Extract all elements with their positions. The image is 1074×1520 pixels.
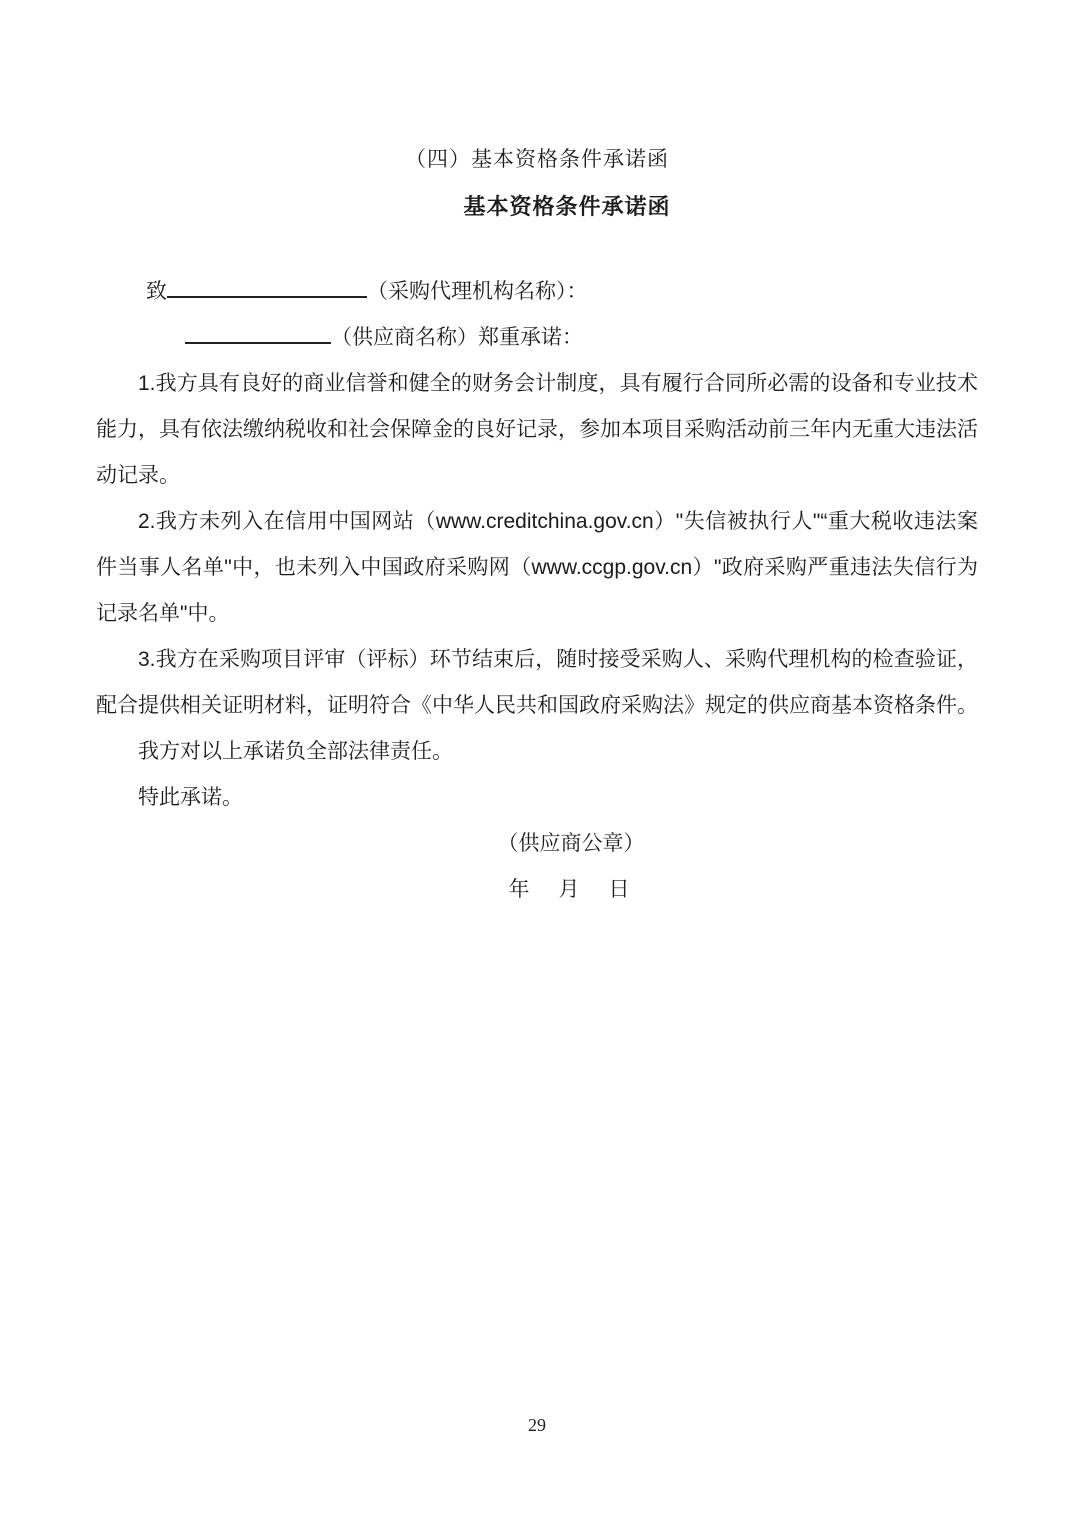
paragraph-commitment-1: 1.我方具有良好的商业信誉和健全的财务会计制度，具有履行合同所必需的设备和专业技术能力，具有依法缴纳税收和社会保障金的良好记录，参加本项目采购活动前三年内无重大违法活动记录。 <box>96 372 978 487</box>
paragraph-responsibility: 我方对以上承诺负全部法律责任。 <box>138 740 453 763</box>
paragraph-commitment-3: 3.我方在采购项目评审（评标）环节结束后，随时接受采购人、采购代理机构的检查验证，配合提供相关证明材料，证明符合《中华人民共和国政府采购法》规定的供应商基本资格条件。 <box>96 648 978 717</box>
paragraph-commitment-2: 2.我方未列入在信用中国网站（www.creditchina.gov.cn）"失信被执行人"“重大税收违法案件当事人名单"中，也未列入中国政府采购网（www.ccgp.gov.cn）"政府采购严重违法失信行为记录名单"中。 <box>96 510 978 625</box>
salutation-prefix: 致 <box>146 280 167 303</box>
salutation-line <box>96 269 978 315</box>
date-line: 年 月 日 <box>508 878 634 901</box>
document-title: 基本资格条件承诺函 <box>463 194 671 219</box>
page-number: 29 <box>528 1415 546 1435</box>
supplier-seal-line: （供应商公章） <box>497 832 645 855</box>
declaration-suffix: （供应商名称）郑重承诺： <box>331 326 583 349</box>
paragraph-closing: 特此承诺。 <box>138 786 243 809</box>
document-body <box>96 269 978 913</box>
salutation-suffix: （采购代理机构名称）： <box>367 280 588 303</box>
agency-name-blank <box>167 294 367 298</box>
signature-block <box>130 821 1012 913</box>
section-heading: （四）基本资格条件承诺函 <box>405 148 669 171</box>
supplier-name-blank <box>185 340 331 344</box>
declaration-line <box>96 315 978 361</box>
